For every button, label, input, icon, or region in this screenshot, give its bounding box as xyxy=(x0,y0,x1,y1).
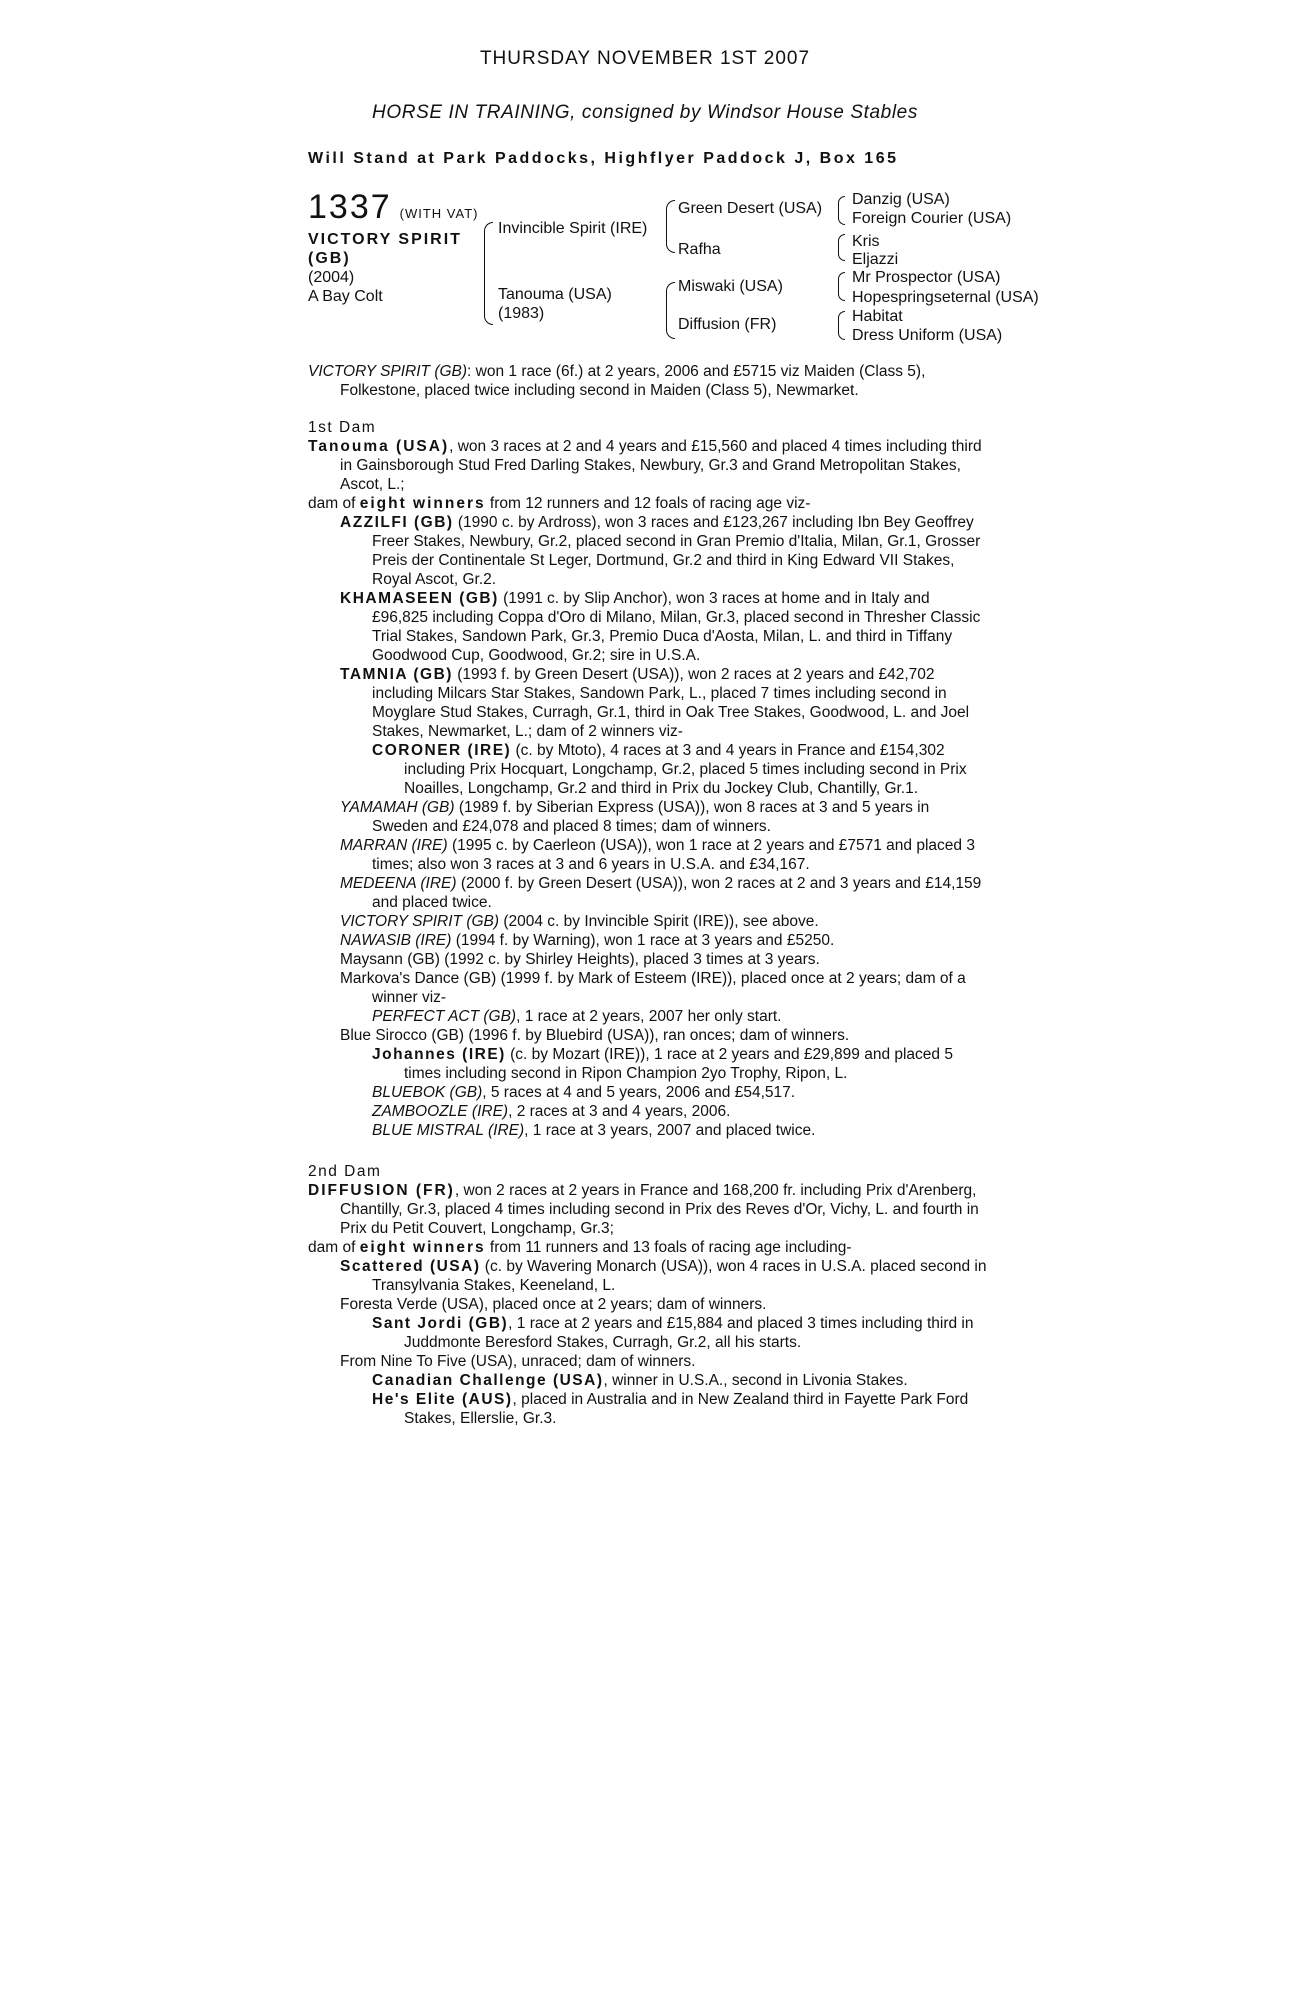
ggs-7: Habitat xyxy=(852,308,903,325)
ggs-2: Foreign Courier (USA) xyxy=(852,210,1012,227)
progeny-foresta: Foresta Verde (USA), placed once at 2 years; dam of winners. xyxy=(340,1296,767,1313)
dam-of-line xyxy=(308,494,988,513)
ggs-6: Hopespringseternal (USA) xyxy=(852,289,1039,306)
bluebok-text: , 5 races at 4 and 5 years, 2006 and £54,517. xyxy=(482,1084,796,1101)
tanouma-entry xyxy=(308,437,988,494)
dam: Tanouma (USA) xyxy=(498,286,612,303)
bracket-dam-lower xyxy=(666,308,675,339)
first-dam-heading: 1st Dam xyxy=(308,419,377,436)
santjordi-text: , 1 race at 2 years and £15,884 and placed 3 times including third in Juddmonte Beresford Stakes, Curragh, Gr.2, all his starts. xyxy=(404,1315,974,1351)
sale-date: THURSDAY NOVEMBER 1ST 2007 xyxy=(479,48,811,69)
progeny-sant-jordi xyxy=(372,1314,988,1352)
hes-name: He's Elite (AUS) xyxy=(372,1391,513,1408)
medeena-text: (2000 f. by Green Desert (USA)), won 2 races at 2 and 3 years and £14,159 and placed twice. xyxy=(372,875,982,911)
scattered-text: (c. by Wavering Monarch (USA)), won 4 races in U.S.A. placed second in Transylvania Stakes, Keeneland, L. xyxy=(372,1258,987,1294)
bracket-sire-lower xyxy=(666,226,675,253)
dam-of-winners: eight winners xyxy=(359,495,486,512)
tanouma-text: , won 3 races at 2 and 4 years and £15,560 and placed 4 times including third in Gainsborough Stud Fred Darling Stakes, Newbury, Gr.3 and Grand Metropolitan Stakes, Ascot, L.; xyxy=(340,438,982,493)
progeny-yamamah xyxy=(340,798,988,836)
dam-dam: Diffusion (FR) xyxy=(678,316,777,333)
horse-name: VICTORY SPIRIT xyxy=(308,231,462,248)
ggs-1: Danzig (USA) xyxy=(852,191,950,208)
progeny-hes-elite xyxy=(372,1390,988,1428)
bluemistral-text: , 1 race at 3 years, 2007 and placed twice. xyxy=(524,1122,816,1139)
progeny-nawasib xyxy=(340,931,988,950)
nawasib-text: (1994 f. by Warning), won 1 race at 3 years and £5250. xyxy=(451,932,835,949)
canadian-name: Canadian Challenge (USA) xyxy=(372,1372,604,1389)
bracket-sire-upper xyxy=(666,200,675,227)
horse-country: (GB) xyxy=(308,250,351,267)
tanouma-name: Tanouma (USA) xyxy=(308,438,450,455)
progeny-bluebok xyxy=(372,1083,988,1102)
progeny-coroner xyxy=(372,741,988,798)
progeny-maysann: Maysann (GB) (1992 c. by Shirley Heights), placed 3 times at 3 years. xyxy=(340,951,820,968)
progeny-azzilfi xyxy=(340,513,988,589)
lot-number-block xyxy=(308,188,478,227)
diffusion-entry xyxy=(308,1181,988,1238)
diffusion-text: , won 2 races at 2 years in France and 168,200 fr. including Prix d'Arenberg, Chantilly, Gr.3, placed 4 times including second in Prix des Reves d'Or, Vichy, L. and fourth in Prix du Petit Couvert, Longchamp, Gr.3; xyxy=(340,1182,979,1237)
sire-dam: Rafha xyxy=(678,241,721,258)
tamnia-text: (1993 f. by Green Desert (USA)), won 2 races at 2 years and £42,702 including Milcars Star Stakes, Sandown Park, L., placed 7 times including second in Moyglare Stud Stakes, Curragh, Gr.1, third in Oak Tree Stakes, Goodwood, L. and Joel Stakes, Newmarket, L.; dam of 2 winners viz- xyxy=(372,666,970,740)
perfect-name: PERFECT ACT (GB) xyxy=(372,1008,517,1025)
victory-text: (2004 c. by Invincible Spirit (IRE)), see above. xyxy=(499,913,819,930)
progeny-johannes xyxy=(372,1045,988,1083)
dam-of-prefix: dam of xyxy=(308,495,360,512)
bracket-g4 xyxy=(838,246,845,261)
coroner-text: (c. by Mtoto), 4 races at 3 and 4 years in France and £154,302 including Prix Hocquart, Longchamp, Gr.2, placed 5 times including second in Prix Noailles, Longchamp, Gr.2 and third in Prix du Jockey Club, Chantilly, Gr.1. xyxy=(404,742,967,797)
intro-paragraph xyxy=(308,362,988,400)
hes-text: , placed in Australia and in New Zealand third in Fayette Park Ford Stakes, Ellerslie, Gr.3. xyxy=(404,1391,969,1427)
progeny-marran xyxy=(340,836,988,874)
progeny-perfect-act xyxy=(372,1007,988,1026)
stand-location: Will Stand at Park Paddocks, Highflyer Paddock J, Box 165 xyxy=(308,150,899,167)
sire: Invincible Spirit (IRE) xyxy=(498,220,648,237)
bluebok-name: BLUEBOK (GB) xyxy=(372,1084,483,1101)
progeny-zamboozle xyxy=(372,1102,988,1121)
zamboozle-name: ZAMBOOZLE (IRE) xyxy=(372,1103,509,1120)
yamamah-name: YAMAMAH (GB) xyxy=(340,799,455,816)
scattered-name: Scattered (USA) xyxy=(340,1258,481,1275)
azzilfi-text: (1990 c. by Ardross), won 3 races and £123,267 including Ibn Bey Geoffrey Freer Stakes, Newbury, Gr.2, placed second in Gran Premio d'Italia, Milan, Gr.1, Grosser Preis der Continentale St Leger, Dortmund, Gr.2 and third in King Edward VII Stakes, Royal Ascot, Gr.2. xyxy=(372,514,981,588)
catalogue-body xyxy=(308,362,988,1428)
progeny-tamnia xyxy=(340,665,988,741)
progeny-canadian xyxy=(372,1371,988,1390)
vat-note: (WITH VAT) xyxy=(399,206,479,221)
medeena-name: MEDEENA (IRE) xyxy=(340,875,457,892)
bracket-g8 xyxy=(838,323,845,340)
khamaseen-name: KHAMASEEN (GB) xyxy=(340,590,499,607)
dam2-of-prefix: dam of xyxy=(308,1239,360,1256)
marran-text: (1995 c. by Caerleon (USA)), won 1 race at 2 years and £7571 and placed 3 times; also won 3 races at 3 and 6 years in U.S.A. and £34,167. xyxy=(372,837,975,873)
second-dam-heading: 2nd Dam xyxy=(308,1163,382,1180)
canadian-text: , winner in U.S.A., second in Livonia Stakes. xyxy=(603,1372,908,1389)
progeny-markova: Markova's Dance (GB) (1999 f. by Mark of Esteem (IRE)), placed once at 2 years; dam of a winner viz- xyxy=(340,970,966,1006)
azzilfi-name: AZZILFI (GB) xyxy=(340,514,454,531)
perfect-text: , 1 race at 2 years, 2007 her only start. xyxy=(516,1008,782,1025)
horse-year: (2004) xyxy=(308,269,355,286)
dam2-of-suffix: from 11 runners and 13 foals of racing age including- xyxy=(485,1239,852,1256)
lot-info xyxy=(308,230,462,306)
ggs-4: Eljazzi xyxy=(852,251,899,268)
bracket-dam-upper xyxy=(666,282,675,309)
progeny-scattered xyxy=(340,1257,988,1295)
ggs-5: Mr Prospector (USA) xyxy=(852,269,1001,286)
dam-of-suffix: from 12 runners and 12 foals of racing age viz- xyxy=(485,495,811,512)
intro-horse-name: VICTORY SPIRIT (GB) xyxy=(308,363,468,380)
yamamah-text: (1989 f. by Siberian Express (USA)), won 8 races at 3 and 5 years in Sweden and £24,078 and placed 8 times; dam of winners. xyxy=(372,799,930,835)
johannes-text: (c. by Mozart (IRE)), 1 race at 2 years and £29,899 and placed 5 times including second in Ripon Champion 2yo Trophy, Ripon, L. xyxy=(404,1046,953,1082)
ggs-3: Kris xyxy=(852,233,880,250)
ggs-8: Dress Uniform (USA) xyxy=(852,327,1003,344)
nawasib-name: NAWASIB (IRE) xyxy=(340,932,452,949)
victory-name: VICTORY SPIRIT (GB) xyxy=(340,913,500,930)
dam2-of-winners: eight winners xyxy=(359,1239,486,1256)
santjordi-name: Sant Jordi (GB) xyxy=(372,1315,509,1332)
bluemistral-name: BLUE MISTRAL (IRE) xyxy=(372,1122,525,1139)
progeny-victory xyxy=(340,912,988,931)
bracket-lower xyxy=(484,270,493,325)
progeny-from-nine: From Nine To Five (USA), unraced; dam of winners. xyxy=(340,1353,696,1370)
zamboozle-text: , 2 races at 3 and 4 years, 2006. xyxy=(508,1103,731,1120)
tamnia-name: TAMNIA (GB) xyxy=(340,666,453,683)
progeny-khamaseen xyxy=(340,589,988,665)
bracket-g6 xyxy=(838,284,845,301)
lot-number: 1337 xyxy=(308,188,392,226)
intro-text: : won 1 race (6f.) at 2 years, 2006 and £5715 viz Maiden (Class 5), Folkestone, placed twice including second in Maiden (Class 5), Newmarket. xyxy=(340,363,926,399)
bracket-g2 xyxy=(838,208,845,225)
consignment-line: HORSE IN TRAINING, consigned by Windsor House Stables xyxy=(372,102,918,123)
progeny-blue-mistral xyxy=(372,1121,988,1140)
progeny-blue-sirocco: Blue Sirocco (GB) (1996 f. by Bluebird (USA)), ran onces; dam of winners. xyxy=(340,1027,850,1044)
progeny-medeena xyxy=(340,874,988,912)
sire-sire: Green Desert (USA) xyxy=(678,200,823,217)
diffusion-name: DIFFUSION (FR) xyxy=(308,1182,455,1199)
coroner-name: CORONER (IRE) xyxy=(372,742,512,759)
marran-name: MARRAN (IRE) xyxy=(340,837,448,854)
dam-year: (1983) xyxy=(498,305,545,322)
horse-description: A Bay Colt xyxy=(308,288,383,305)
johannes-name: Johannes (IRE) xyxy=(372,1046,506,1063)
dam2-of-line xyxy=(308,1238,988,1257)
khamaseen-text: (1991 c. by Slip Anchor), won 3 races at home and in Italy and £96,825 including Coppa d'Oro di Milano, Milan, Gr.3, placed second in Thresher Classic Trial Stakes, Sandown Park, Gr.3, Premio Duca d'Aosta, Milan, L. and third in Tiffany Goodwood Cup, Goodwood, Gr.2; sire in U.S.A. xyxy=(372,590,981,664)
dam-sire: Miswaki (USA) xyxy=(678,278,783,295)
bracket-upper xyxy=(484,222,493,271)
